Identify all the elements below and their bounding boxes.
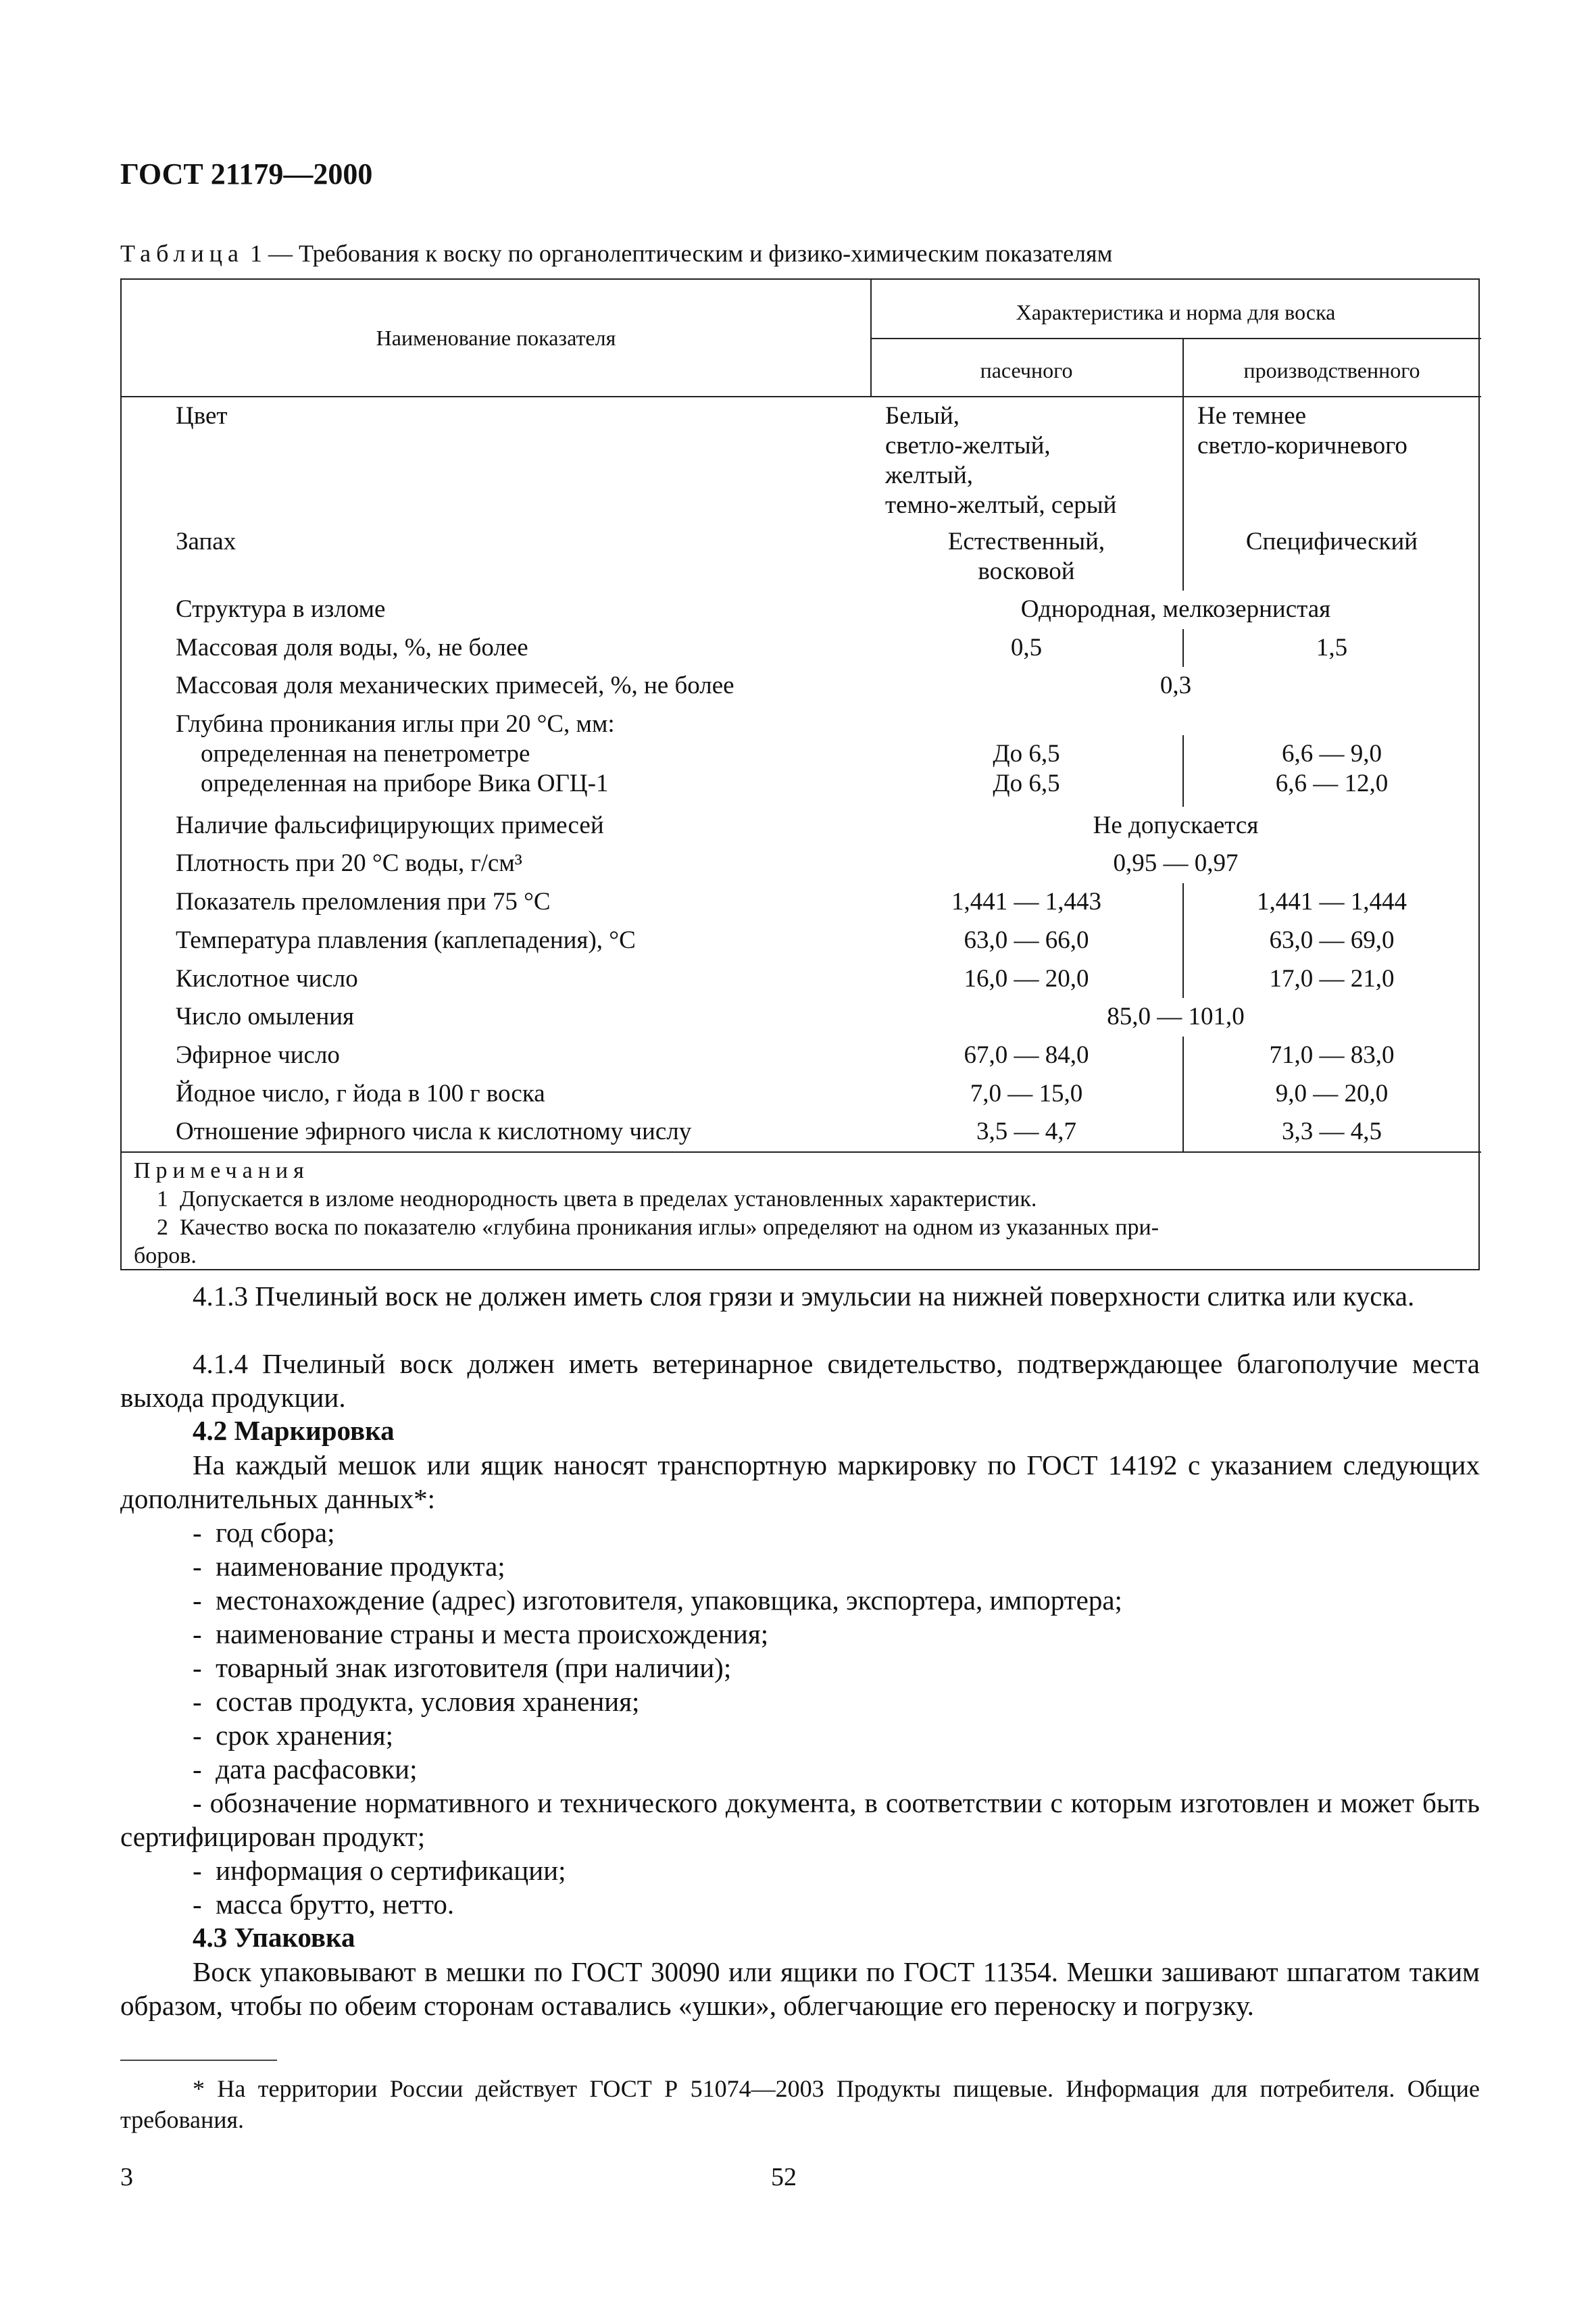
column-divider: [1182, 1075, 1184, 1113]
row-value-industrial: 71,0 — 83,0: [1269, 1041, 1395, 1069]
column-divider: [1182, 629, 1184, 667]
header-wax-group: Характеристика и норма для воска: [1016, 300, 1336, 324]
heading-4-3: 4.3 Упаковка: [193, 1922, 355, 1953]
row-value-apiary: 7,0 — 15,0: [970, 1080, 1083, 1107]
notes-top-line: [122, 1151, 1481, 1153]
header-industrial-wax: производственного: [1243, 358, 1420, 382]
row-value-apiary: 63,0 — 66,0: [964, 926, 1089, 954]
header-indicator-name: Наименование показателя: [376, 326, 616, 350]
row-label: Цвет: [176, 402, 228, 430]
row-value-apiary: Естественный, восковой: [947, 528, 1105, 585]
column-divider: [1182, 397, 1184, 523]
row-label: Отношение эфирного числа к кислотному числу: [176, 1118, 692, 1145]
row-label: Температура плавления (каплепадения), °С: [176, 926, 636, 954]
list-item-certification: - информация о сертификации;: [193, 1855, 566, 1886]
row-value-apiary: 0,5: [1010, 634, 1043, 662]
list-item: - состав продукта, условия хранения;: [193, 1686, 640, 1717]
list-item: - срок хранения;: [193, 1720, 393, 1751]
list-item-document: - обозначение нормативного и технического документа, в соответствии с которым изготовлен и может быть сертифицирован продукт;: [120, 1787, 1480, 1852]
row-label: Число омыления: [176, 1003, 355, 1030]
row-value-merged: 85,0 — 101,0: [1107, 1003, 1245, 1030]
footnote-separator: [120, 2060, 277, 2061]
row-value-apiary: До 6,5 До 6,5: [993, 740, 1060, 797]
notes-title-text: Примечания: [134, 1158, 309, 1183]
row-label: Кислотное число: [176, 965, 358, 993]
row-label: Эфирное число: [176, 1041, 340, 1069]
list-item: - дата расфасовки;: [193, 1753, 418, 1785]
row-label: Запах: [176, 528, 236, 555]
header-bottom-line: [122, 396, 1481, 397]
header-apiary-wax: пасечного: [980, 358, 1073, 382]
row-value-apiary: 1,441 — 1,443: [951, 888, 1101, 916]
column-divider: [1182, 1113, 1184, 1151]
row-value-industrial: 17,0 — 21,0: [1269, 965, 1395, 993]
list-item: - год сбора;: [193, 1517, 335, 1548]
row-value-apiary: 3,5 — 4,7: [976, 1118, 1076, 1145]
table-caption: [120, 239, 1112, 268]
footnote: * На территории России действует ГОСТ Р 51074—2003 Продукты пищевые. Информация для потребителя. Общие требования.: [120, 2075, 1480, 2133]
page-number-center: 52: [771, 2163, 797, 2191]
row-value-industrial: 1,5: [1316, 634, 1348, 662]
paragraph-4-2: На каждый мешок или ящик наносят транспортную маркировку по ГОСТ 14192 с указанием следующих дополнительных данных*:: [120, 1449, 1480, 1514]
paragraph-4-3: Воск упаковывают в мешки по ГОСТ 30090 или ящики по ГОСТ 11354. Мешки зашивают шпагатом таким образом, чтобы по обеим сторонам оставались «ушки», облегчающие его переноску и погрузку.: [120, 1956, 1480, 2021]
note-1: 1 Допускается в изломе неоднородность цвета в пределах установленных характеристик.: [134, 1187, 1037, 1212]
row-label: Наличие фальсифицирующих примесей: [176, 812, 604, 839]
row-label: Показатель преломления при 75 °С: [176, 888, 551, 916]
notes-title: [134, 1157, 309, 1185]
row-value-merged: Однородная, мелкозернистая: [1020, 595, 1331, 623]
row-value-apiary: 16,0 — 20,0: [964, 965, 1089, 993]
row-value-merged: 0,3: [1159, 672, 1192, 699]
column-divider: [1182, 960, 1184, 998]
list-item: - наименование страны и места происхождения;: [193, 1618, 769, 1649]
row-value-industrial: Не темнее светло-коричневого: [1197, 402, 1407, 459]
row-label: Массовая доля воды, %, не более: [176, 634, 528, 662]
table-caption-word: Таблица: [120, 240, 244, 267]
column-divider: [1182, 883, 1184, 922]
row-value-industrial: 3,3 — 4,5: [1282, 1118, 1382, 1145]
column-divider: [1182, 523, 1184, 591]
row-value-industrial: 1,441 — 1,444: [1257, 888, 1407, 916]
row-label: Массовая доля механических примесей, %, не более: [176, 672, 734, 699]
list-item: - местонахождение (адрес) изготовителя, упаковщика, экспортера, импортера;: [193, 1585, 1122, 1616]
row-value-apiary: Белый, светло-желтый, желтый, темно-желтый, серый: [885, 402, 1117, 519]
row-value-industrial: 9,0 — 20,0: [1275, 1080, 1389, 1107]
row-value-merged: Не допускается: [1093, 812, 1259, 839]
list-item: - товарный знак изготовителя (при наличии);: [193, 1652, 732, 1683]
row-value-apiary: 67,0 — 84,0: [964, 1041, 1089, 1069]
column-divider: [1182, 922, 1184, 960]
paragraph-4-1-4: 4.1.4 Пчелиный воск должен иметь ветеринарное свидетельство, подтверждающее благополучие места выхода продукции.: [120, 1348, 1480, 1413]
list-item-mass: - масса брутто, нетто.: [193, 1889, 455, 1920]
table-caption-text: 1 — Требования к воску по органолептическим и физико-химическим показателям: [243, 240, 1113, 267]
row-value-industrial: 63,0 — 69,0: [1269, 926, 1395, 954]
page-number-left: 3: [120, 2163, 133, 2191]
row-value-industrial: 6,6 — 9,0 6,6 — 12,0: [1275, 740, 1389, 797]
row-label: Глубина проникания иглы при 20 °С, мм: определенная на пенетрометре определенная на приборе Вика ОГЦ-1: [176, 710, 615, 797]
document-code: ГОСТ 21179—2000: [120, 157, 373, 191]
requirements-table: [120, 278, 1480, 1270]
heading-4-2: 4.2 Маркировка: [193, 1415, 395, 1446]
note-2-continued: боров.: [134, 1243, 197, 1268]
header-divider-group: [870, 338, 1481, 339]
row-label: Плотность при 20 °С воды, г/см³: [176, 849, 522, 877]
row-value-merged: 0,95 — 0,97: [1113, 849, 1239, 877]
row-value-industrial: Специфический: [1245, 528, 1418, 555]
row-label: Структура в изломе: [176, 595, 386, 623]
column-divider: [1182, 735, 1184, 807]
paragraph-4-1-3: 4.1.3 Пчелиный воск не должен иметь слоя грязи и эмульсии на нижней поверхности слитка или куска.: [193, 1280, 1415, 1312]
column-divider: [1182, 1037, 1184, 1075]
list-item: - наименование продукта;: [193, 1551, 505, 1582]
note-2: 2 Качество воска по показателю «глубина проникания иглы» определяют на одном из указанных при-: [134, 1215, 1159, 1240]
row-label: Йодное число, г йода в 100 г воска: [176, 1080, 545, 1107]
